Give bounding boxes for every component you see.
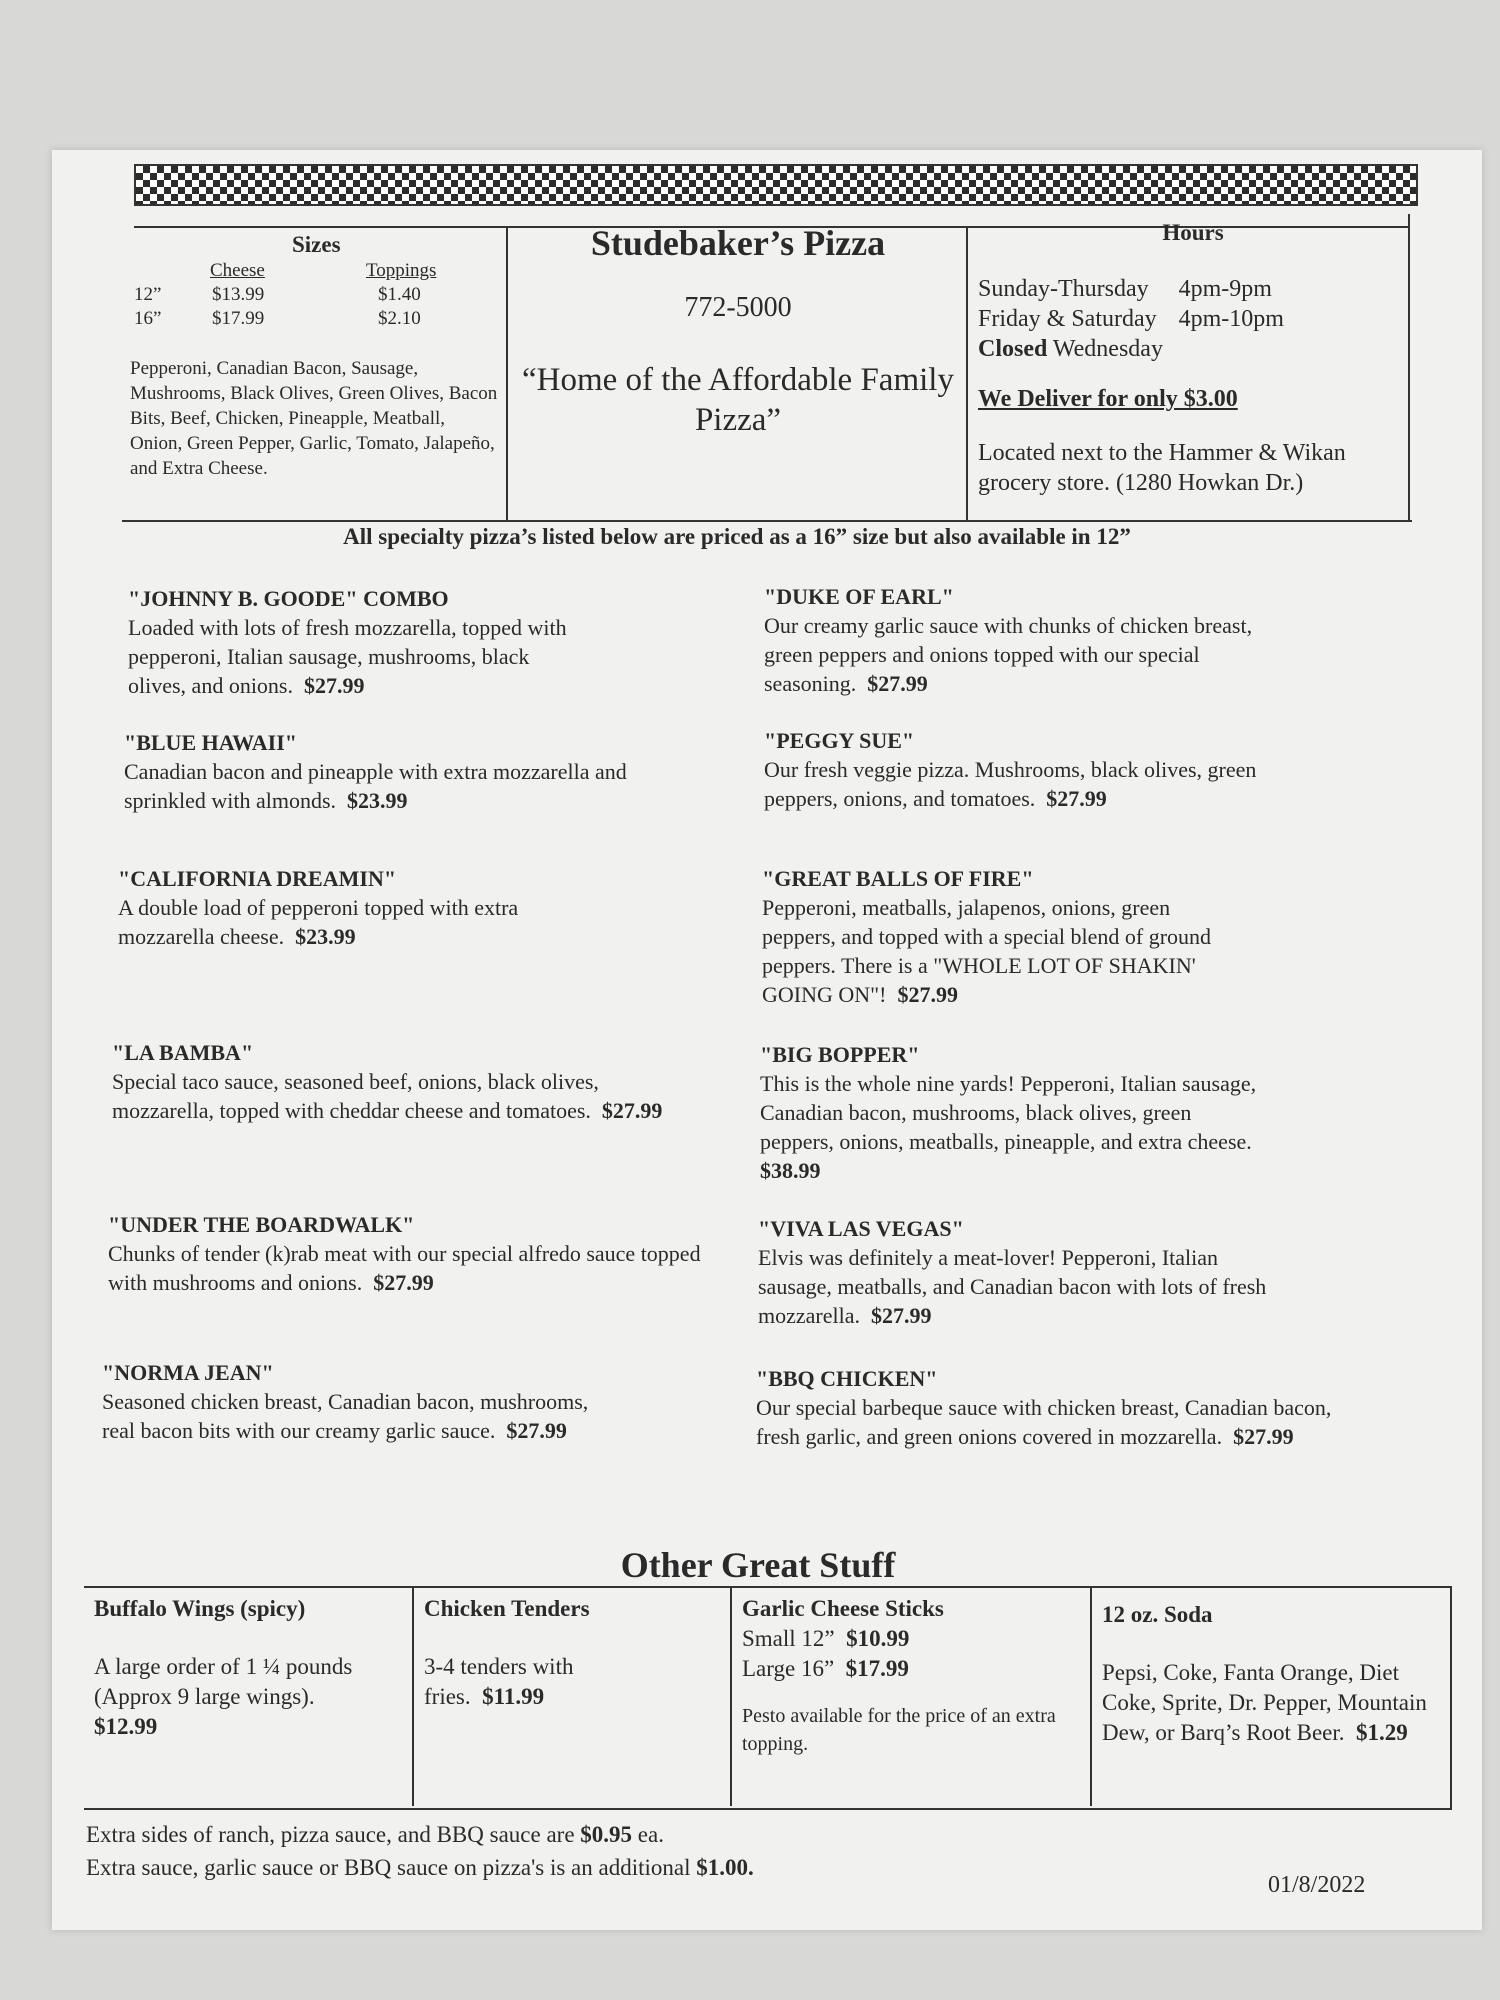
pizza-desc: Loaded with lots of fresh mozzarella, topped with pepperoni, Italian sausage, mushrooms, black olives, and onions. xyxy=(128,615,567,698)
other-item-name: Buffalo Wings (spicy) xyxy=(94,1596,306,1621)
other-item-name: 12 oz. Soda xyxy=(1102,1602,1213,1627)
other-item-desc: Pepsi, Coke, Fanta Orange, Diet Coke, Sprite, Dr. Pepper, Mountain Dew, or Barq’s Root Beer. xyxy=(1102,1660,1427,1745)
closed-row xyxy=(978,334,1408,364)
specialty-note: All specialty pizza’s listed below are priced as a 16” size but also available in 12” xyxy=(343,524,1131,549)
other-item-desc: A large order of 1 ¼ pounds (Approx 9 large wings). xyxy=(94,1654,353,1709)
pizza-desc: Special taco sauce, seasoned beef, onions, black olives, mozzarella, topped with cheddar cheese and tomatoes. xyxy=(112,1069,599,1123)
pizza-desc: Our fresh veggie pizza. Mushrooms, black olives, green peppers, onions, and tomatoes. xyxy=(764,757,1257,811)
header-right-rule xyxy=(1408,214,1410,520)
pizza-desc: Chunks of tender (k)rab meat with our special alfredo sauce topped with mushrooms and onions. xyxy=(108,1241,701,1295)
hours-row xyxy=(978,274,1408,304)
pizza-item xyxy=(108,1210,708,1297)
pizza-name: "DUKE OF EARL" xyxy=(764,584,954,609)
pizza-price: $23.99 xyxy=(295,924,356,949)
other-item-price: $1.29 xyxy=(1356,1720,1408,1745)
closed-day: Wednesday xyxy=(1052,336,1163,362)
pizza-price: $27.99 xyxy=(304,673,365,698)
toppings-list: Pepperoni, Canadian Bacon, Sausage, Mushrooms, Black Olives, Green Olives, Bacon Bits, Beef, Chicken, Pineapple, Meatball, Onion, Green Pepper, Garlic, Tomato, Jalapeño, and Extra Cheese. xyxy=(130,358,498,479)
large-price: $17.99 xyxy=(845,1656,909,1681)
pizza-desc: Our special barbeque sauce with chicken breast, Canadian bacon, fresh garlic, and green onions covered in mozzarella. xyxy=(756,1395,1332,1449)
cheese-price-12: $13.99 xyxy=(212,284,265,305)
footer-line xyxy=(86,1818,754,1851)
location-note: Located next to the Hammer & Wikan grocery store. (1280 Howkan Dr.) xyxy=(978,440,1346,496)
pizza-desc: Canadian bacon and pineapple with extra mozzarella and sprinkled with almonds. xyxy=(124,759,627,813)
pizza-item xyxy=(112,1038,712,1125)
footer-text: ea. xyxy=(637,1822,664,1847)
pizza-item xyxy=(124,728,724,815)
pizza-name: "VIVA LAS VEGAS" xyxy=(758,1216,964,1241)
hours-row xyxy=(978,304,1408,334)
size-16: 16” xyxy=(134,308,162,329)
delivery-note: We Deliver for only $3.00 xyxy=(978,386,1238,412)
pizza-item xyxy=(756,1364,1356,1451)
pizza-item xyxy=(762,864,1362,1009)
footer-price: $0.95 xyxy=(580,1822,633,1847)
pizza-desc: This is the whole nine yards! Pepperoni, Italian sausage, Canadian bacon, mushrooms, black olives, green peppers, onions, meatballs, pineapple, and extra cheese. xyxy=(760,1071,1257,1154)
size-12: 12” xyxy=(134,284,162,305)
pizza-price: $38.99 xyxy=(760,1158,821,1183)
checkered-banner xyxy=(134,164,1418,206)
pizza-name: "LA BAMBA" xyxy=(112,1040,254,1065)
footer-price: $1.00. xyxy=(696,1855,754,1880)
pizza-name: "BIG BOPPER" xyxy=(760,1042,920,1067)
other-item-price: $12.99 xyxy=(94,1714,158,1739)
pizza-name: "UNDER THE BOARDWALK" xyxy=(108,1212,415,1237)
hours-title: Hours xyxy=(1162,220,1224,245)
cheese-price-16: $17.99 xyxy=(212,308,265,329)
cheese-column-label: Cheese xyxy=(210,260,265,281)
hours-days: Friday & Saturday xyxy=(978,306,1157,332)
pizza-price: $27.99 xyxy=(506,1418,567,1443)
pizza-price: $23.99 xyxy=(347,788,408,813)
large-label: Large 16” xyxy=(742,1656,835,1681)
pizza-name: "NORMA JEAN" xyxy=(102,1360,274,1385)
other-item-desc: 3-4 tenders with fries. xyxy=(424,1654,574,1709)
pizza-price: $27.99 xyxy=(897,982,958,1007)
pizza-item xyxy=(764,726,1364,813)
pizza-item xyxy=(128,584,728,700)
restaurant-name: Studebaker’s Pizza xyxy=(590,223,886,263)
slogan: “Home of the Affordable Family Pizza” xyxy=(522,362,954,438)
other-item-wings xyxy=(84,1588,412,1806)
pizza-name: "GREAT BALLS OF FIRE" xyxy=(762,866,1034,891)
pizza-price: $27.99 xyxy=(867,671,928,696)
other-item-soda xyxy=(1090,1588,1448,1806)
pizza-price: $27.99 xyxy=(871,1303,932,1328)
hours-time: 4pm-9pm xyxy=(1178,276,1272,302)
pizza-item xyxy=(758,1214,1358,1330)
pizza-name: "BBQ CHICKEN" xyxy=(756,1366,938,1391)
other-items-table xyxy=(84,1586,1452,1810)
header-divider-2 xyxy=(966,226,968,520)
footer-text: Extra sides of ranch, pizza sauce, and BBQ sauce are xyxy=(86,1822,575,1847)
hours-days: Sunday-Thursday xyxy=(978,276,1149,302)
closed-label: Closed xyxy=(978,336,1048,362)
pizza-item xyxy=(760,1040,1360,1185)
hours-time: 4pm-10pm xyxy=(1178,306,1284,332)
pizza-item xyxy=(764,582,1364,698)
pizza-item xyxy=(118,864,718,951)
other-item-price: $11.99 xyxy=(482,1684,545,1709)
header-bottom-rule xyxy=(122,520,1412,522)
header-divider-1 xyxy=(506,226,508,520)
pizza-price: $27.99 xyxy=(373,1270,434,1295)
hours-block xyxy=(978,218,1408,498)
footer-notes xyxy=(86,1818,754,1884)
sizes-title: Sizes xyxy=(292,232,341,257)
other-title: Other Great Stuff xyxy=(620,1545,896,1585)
topping-price-16: $2.10 xyxy=(378,308,421,329)
brand-block xyxy=(512,222,964,440)
pizza-price: $27.99 xyxy=(1046,786,1107,811)
pizza-desc: Pepperoni, meatballs, jalapenos, onions, green peppers, and topped with a special blend of ground peppers. There is a "WHOLE LOT OF SHAKIN' GOING ON"! xyxy=(762,895,1212,1007)
phone-number: 772-5000 xyxy=(684,292,792,323)
footer-text: Extra sauce, garlic sauce or BBQ sauce on pizza's is an additional xyxy=(86,1855,691,1880)
pizza-desc: Our creamy garlic sauce with chunks of chicken breast, green peppers and onions topped with our special seasoning. xyxy=(764,613,1253,696)
pizza-name: "PEGGY SUE" xyxy=(764,728,915,753)
pizza-item xyxy=(102,1358,702,1445)
small-label: Small 12” xyxy=(742,1626,835,1651)
pizza-name: "CALIFORNIA DREAMIN" xyxy=(118,866,397,891)
pizza-desc: A double load of pepperoni topped with extra mozzarella cheese. xyxy=(118,895,519,949)
other-item-name: Garlic Cheese Sticks xyxy=(742,1596,944,1621)
pizza-name: "BLUE HAWAII" xyxy=(124,730,297,755)
other-item-sticks xyxy=(730,1588,1090,1806)
small-price: $10.99 xyxy=(846,1626,910,1651)
pizza-desc: Seasoned chicken breast, Canadian bacon, mushrooms, real bacon bits with our creamy garlic sauce. xyxy=(102,1389,589,1443)
other-item-tenders xyxy=(412,1588,730,1806)
menu-date: 01/8/2022 xyxy=(1268,1872,1366,1898)
footer-line xyxy=(86,1851,754,1884)
toppings-column-label: Toppings xyxy=(366,260,437,281)
pizza-desc: Elvis was definitely a meat-lover! Pepperoni, Italian sausage, meatballs, and Canadian bacon with lots of fresh mozzarella. xyxy=(758,1245,1267,1328)
topping-price-12: $1.40 xyxy=(378,284,421,305)
other-item-name: Chicken Tenders xyxy=(424,1596,590,1621)
pizza-name: "JOHNNY B. GOODE" COMBO xyxy=(128,586,449,611)
pizza-price: $27.99 xyxy=(601,1098,663,1123)
pizza-price: $27.99 xyxy=(1233,1424,1294,1449)
pesto-note: Pesto available for the price of an extra topping. xyxy=(742,1705,1056,1755)
